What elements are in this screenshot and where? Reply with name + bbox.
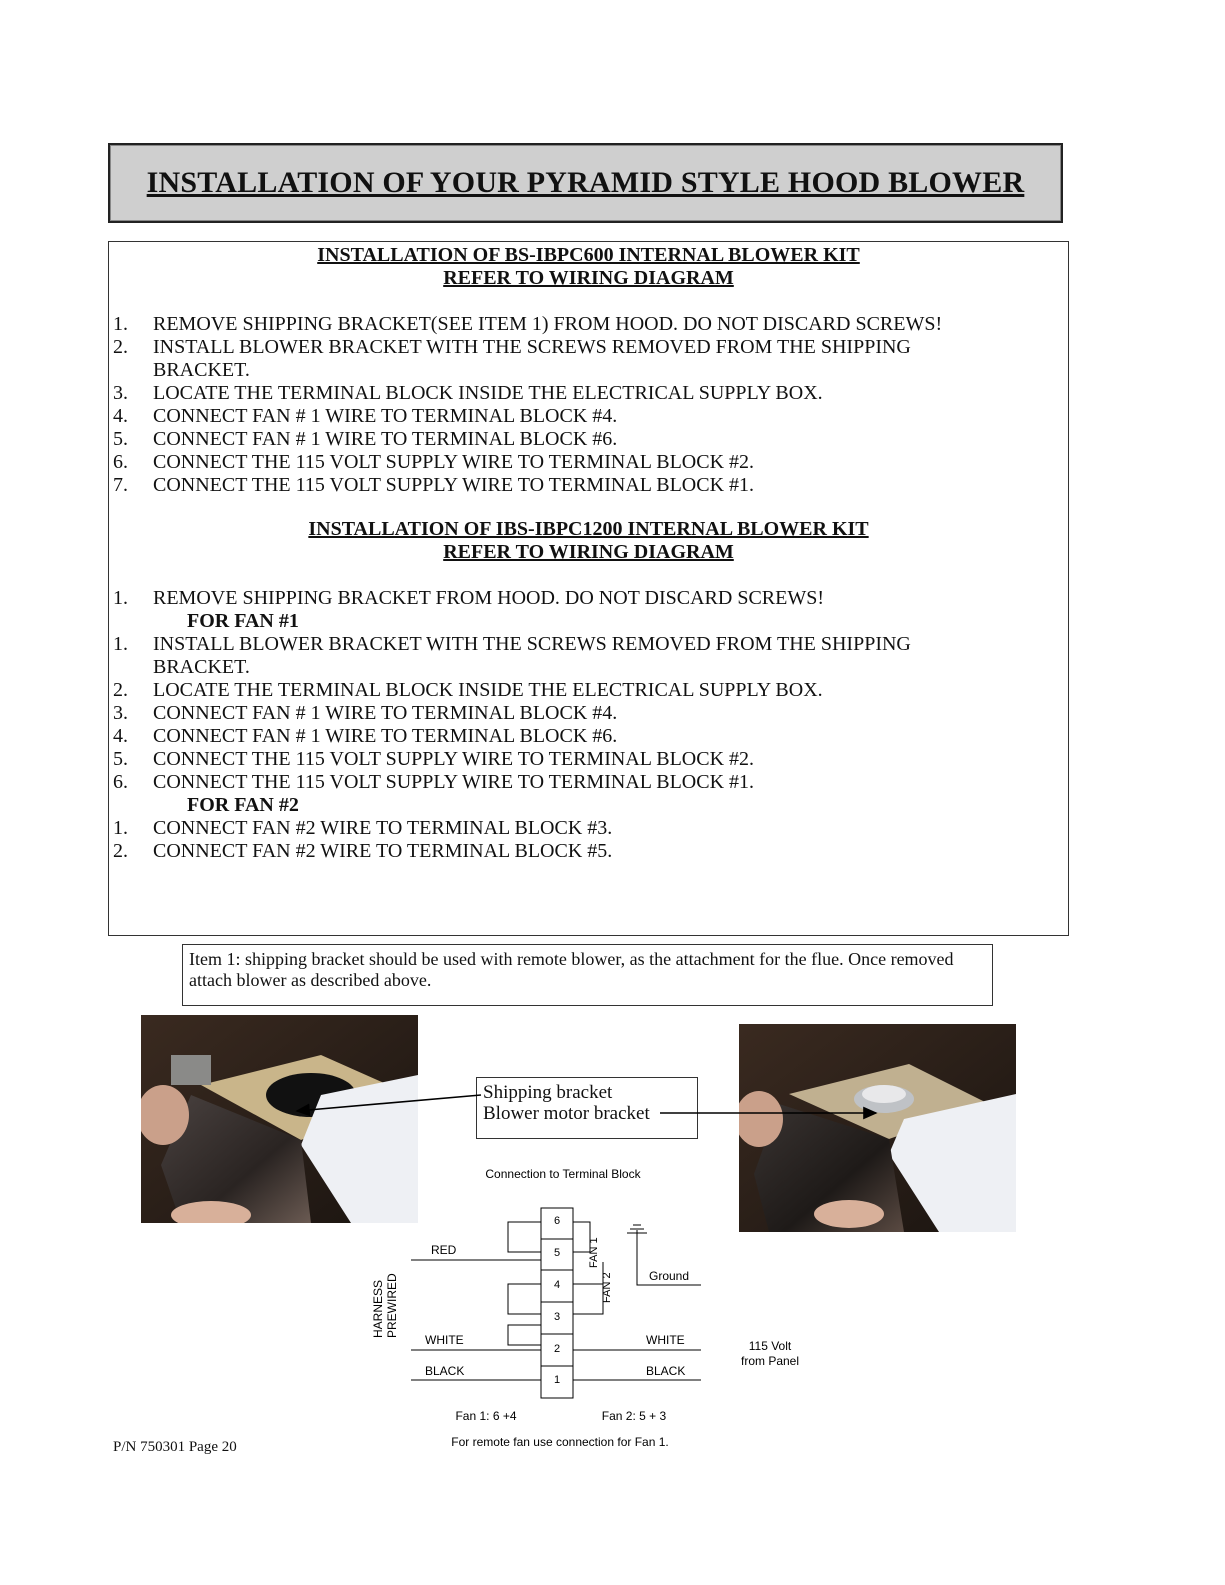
page-footer: P/N 750301 Page 20 <box>113 1439 237 1455</box>
wire-black-left-label: BLACK <box>425 1364 465 1378</box>
step-text: CONNECT THE 115 VOLT SUPPLY WIRE TO TERMINAL BLOCK #2. <box>153 748 755 770</box>
step-text: LOCATE THE TERMINAL BLOCK INSIDE THE ELECTRICAL SUPPLY BOX. <box>153 382 823 404</box>
wire-black-right-label: BLACK <box>646 1364 686 1378</box>
remote-fan-note: For remote fan use connection for Fan 1. <box>451 1435 669 1449</box>
step-number: 2. <box>113 679 128 701</box>
step-text: REMOVE SHIPPING BRACKET FROM HOOD. DO NOT DISCARD SCREWS! <box>153 587 825 609</box>
wire-red-label: RED <box>431 1243 457 1257</box>
wire-white-left-label: WHITE <box>425 1333 464 1347</box>
step-number: 2. <box>113 840 128 862</box>
terminal-2: 2 <box>553 1343 561 1355</box>
terminal-6: 6 <box>553 1215 561 1227</box>
step-text: CONNECT FAN #2 WIRE TO TERMINAL BLOCK #5. <box>153 840 613 862</box>
step-number: 5. <box>113 428 128 450</box>
fan1-label: FAN 1 <box>588 1237 600 1268</box>
terminal-3: 3 <box>553 1311 561 1323</box>
step-number: 7. <box>113 474 128 496</box>
fan2-subheading: FOR FAN #2 <box>187 794 299 816</box>
step-text: CONNECT THE 115 VOLT SUPPLY WIRE TO TERMINAL BLOCK #1. <box>153 771 755 793</box>
callout-blower-motor-bracket: Blower motor bracket <box>483 1103 650 1124</box>
step-number: 5. <box>113 748 128 770</box>
terminal-1: 1 <box>553 1374 561 1386</box>
step-text: INSTALL BLOWER BRACKET WITH THE SCREWS REMOVED FROM THE SHIPPING BRACKET. <box>153 336 911 381</box>
terminal-4: 4 <box>553 1279 561 1291</box>
supply-label-2: from Panel <box>740 1354 800 1368</box>
step-number: 1. <box>113 817 128 839</box>
step-text: LOCATE THE TERMINAL BLOCK INSIDE THE ELECTRICAL SUPPLY BOX. <box>153 679 823 701</box>
step-number: 4. <box>113 405 128 427</box>
supply-label-1: 115 Volt <box>748 1339 792 1353</box>
wire-white-right-label: WHITE <box>646 1333 685 1347</box>
ground-label: Ground <box>649 1269 690 1283</box>
step-text: CONNECT FAN # 1 WIRE TO TERMINAL BLOCK #6. <box>153 725 618 747</box>
fan1-subheading: FOR FAN #1 <box>187 610 299 632</box>
step-number: 6. <box>113 451 128 473</box>
step-text: CONNECT THE 115 VOLT SUPPLY WIRE TO TERMINAL BLOCK #1. <box>153 474 755 496</box>
step-number: 1. <box>113 313 128 335</box>
fan2-connection-note: Fan 2: 5 + 3 <box>601 1409 667 1423</box>
step-number: 6. <box>113 771 128 793</box>
shipping-bracket-arrow <box>297 1095 481 1111</box>
section1-subheading: REFER TO WIRING DIAGRAM <box>443 267 734 289</box>
callout-shipping-bracket: Shipping bracket <box>483 1082 613 1103</box>
section2-heading: INSTALLATION OF IBS-IBPC1200 INTERNAL BLOWER KIT <box>308 518 869 540</box>
step-number: 1. <box>113 587 128 609</box>
step-text: CONNECT FAN #2 WIRE TO TERMINAL BLOCK #3. <box>153 817 613 839</box>
harness-label-2: PREWIRED <box>385 1273 399 1338</box>
step-text: REMOVE SHIPPING BRACKET(SEE ITEM 1) FROM HOOD. DO NOT DISCARD SCREWS! <box>153 313 943 335</box>
harness-label-1: HARNESS <box>371 1279 385 1338</box>
step-number: 3. <box>113 702 128 724</box>
terminal-5: 5 <box>553 1247 561 1259</box>
step-number: 4. <box>113 725 128 747</box>
step-text: CONNECT FAN # 1 WIRE TO TERMINAL BLOCK #4. <box>153 405 618 427</box>
fan2-label: FAN 2 <box>601 1272 613 1303</box>
step-text: CONNECT THE 115 VOLT SUPPLY WIRE TO TERMINAL BLOCK #2. <box>153 451 755 473</box>
step-number: 1. <box>113 633 128 655</box>
page-title: INSTALLATION OF YOUR PYRAMID STYLE HOOD BLOWER <box>146 166 1025 199</box>
item-note-text: Item 1: shipping bracket should be used with remote blower, as the attachment for the flue. Once removed attach blower as described above. <box>189 949 954 990</box>
section2-subheading: REFER TO WIRING DIAGRAM <box>443 541 734 563</box>
fan1-connection-note: Fan 1: 6 +4 <box>455 1409 517 1423</box>
step-text: CONNECT FAN # 1 WIRE TO TERMINAL BLOCK #6. <box>153 428 618 450</box>
terminal-block <box>541 1208 573 1398</box>
diagram-title: Connection to Terminal Block <box>485 1167 641 1181</box>
section1-heading: INSTALLATION OF BS-IBPC600 INTERNAL BLOWER KIT <box>317 244 860 266</box>
step-number: 3. <box>113 382 128 404</box>
step-number: 2. <box>113 336 128 358</box>
step-text: CONNECT FAN # 1 WIRE TO TERMINAL BLOCK #4. <box>153 702 618 724</box>
step-text: INSTALL BLOWER BRACKET WITH THE SCREWS REMOVED FROM THE SHIPPING BRACKET. <box>153 633 911 678</box>
